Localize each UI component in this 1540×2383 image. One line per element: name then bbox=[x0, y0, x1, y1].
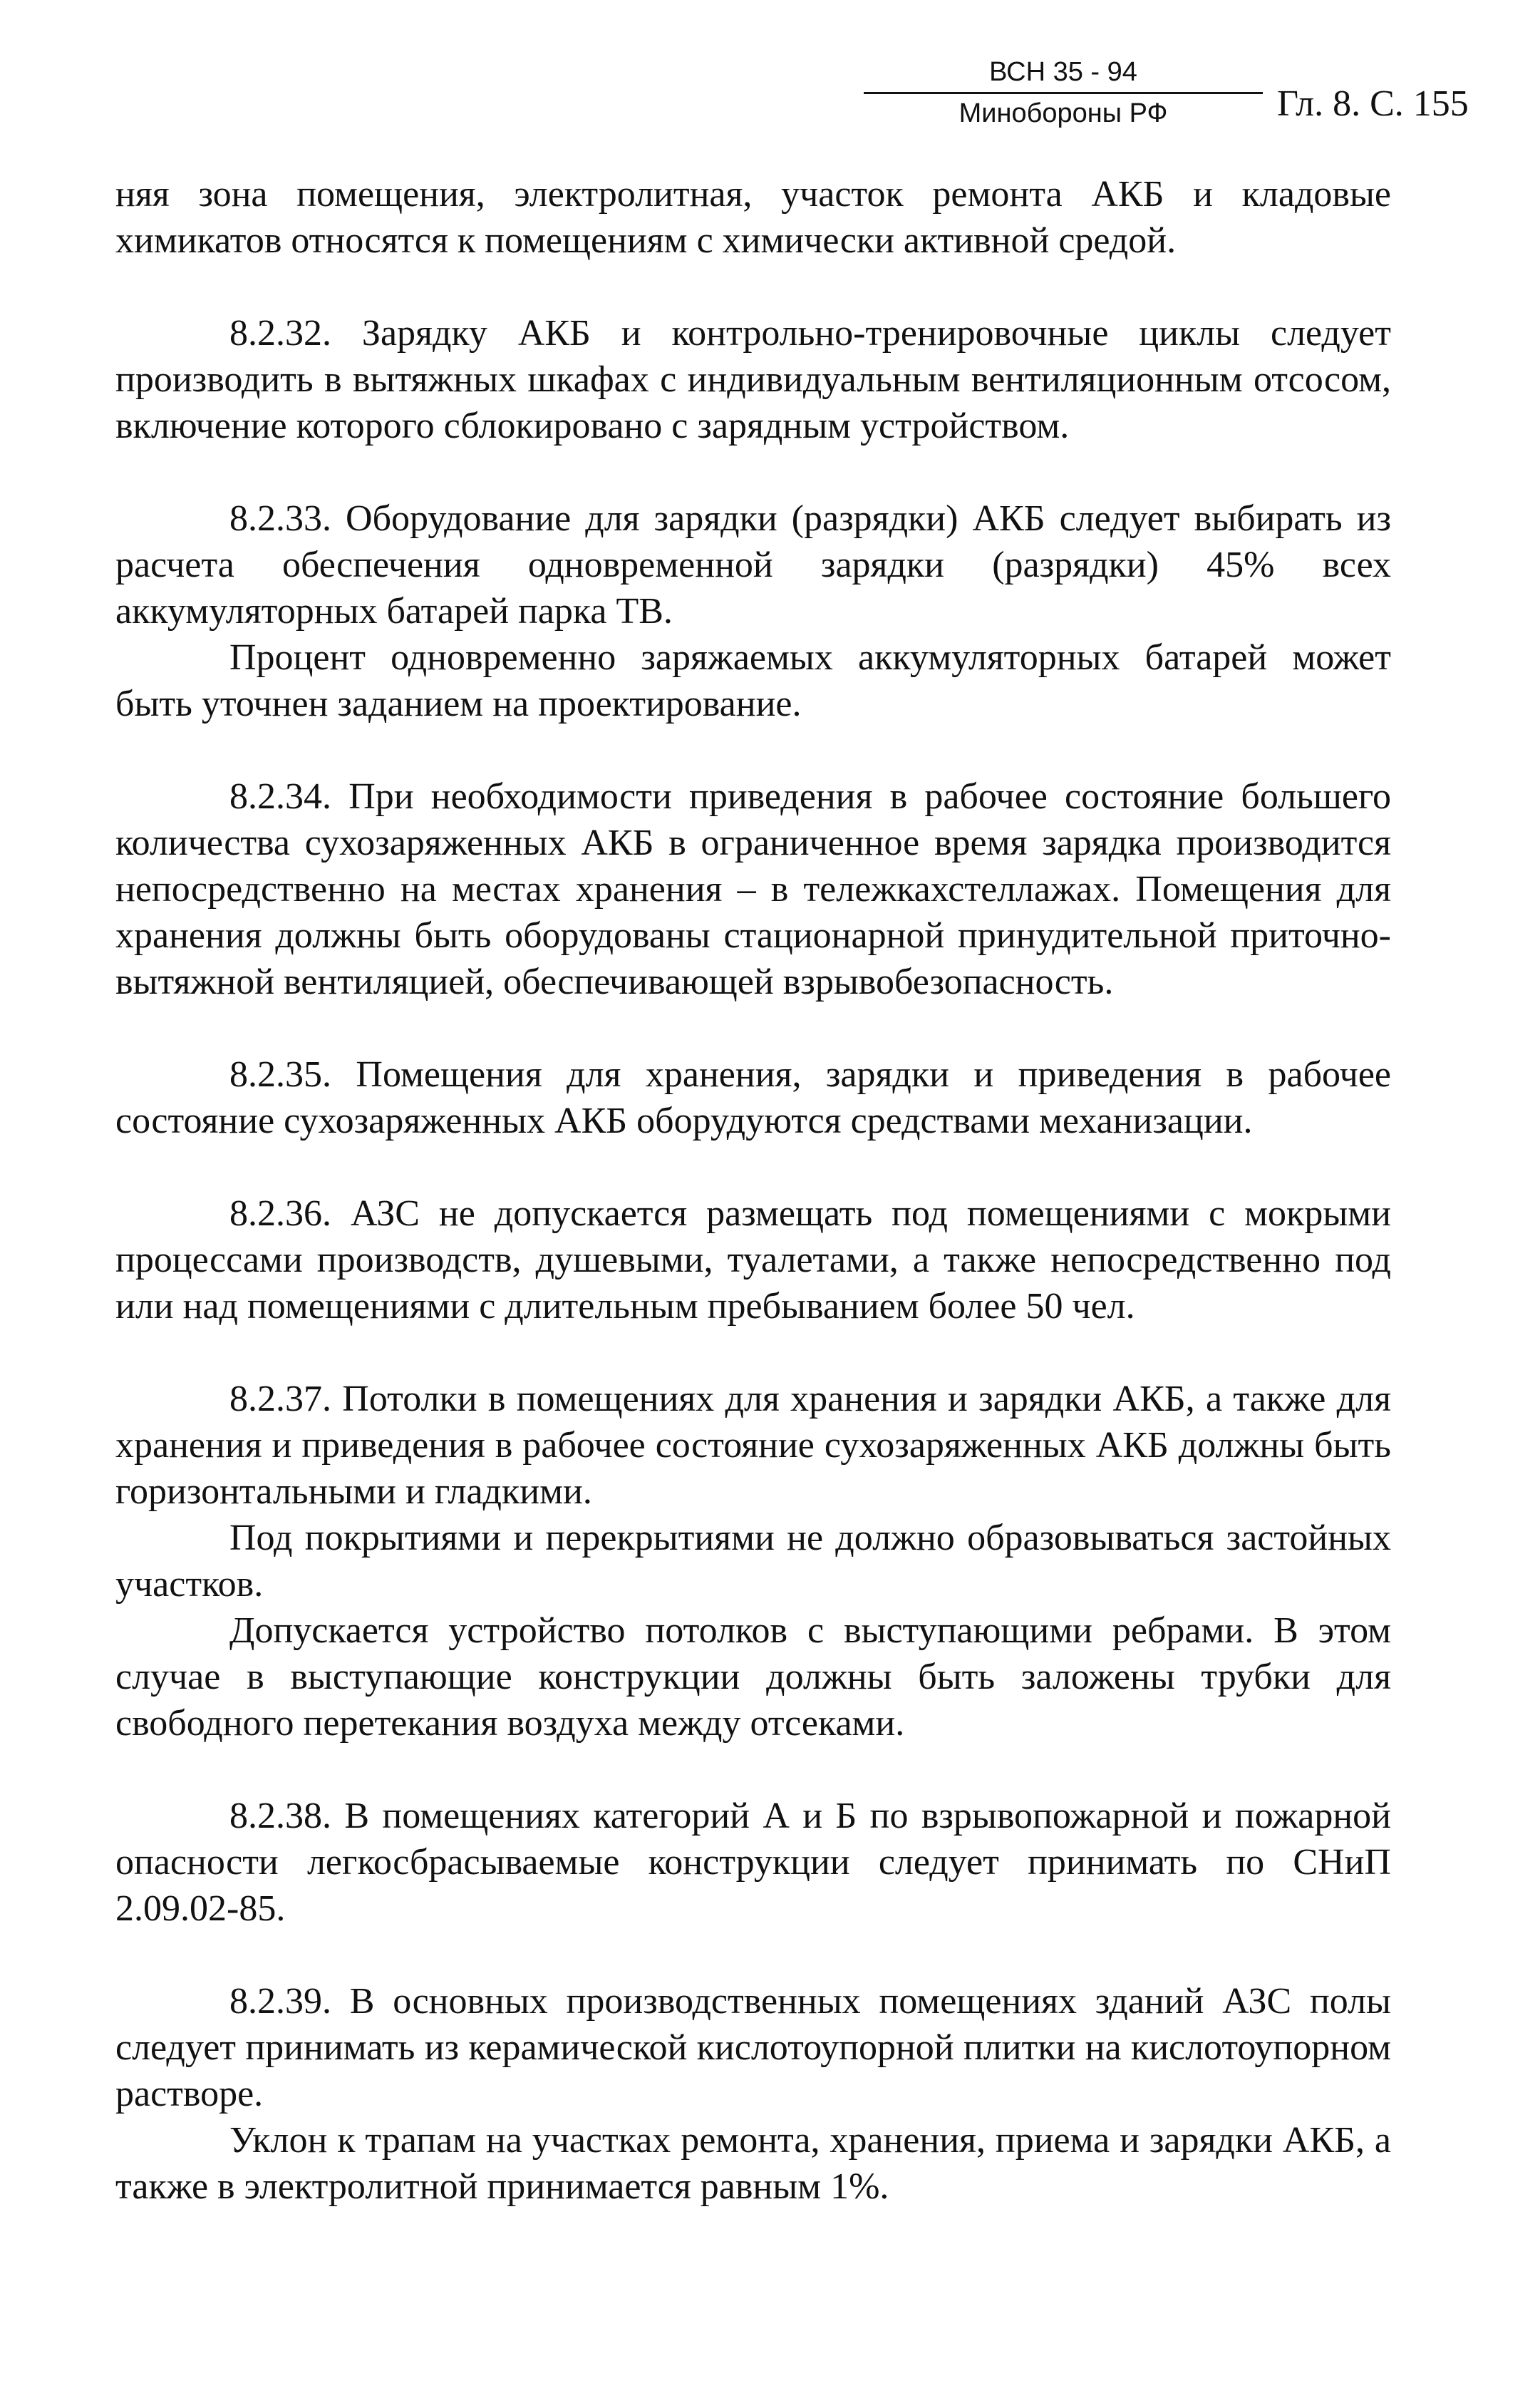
document-page bbox=[115, 57, 1469, 2210]
paragraph-8-2-32: 8.2.32. Зарядку АКБ и контрольно-тренировочные циклы следует производить в вытяжных шкафах с индивидуальным вентиляционным отсосом, включение которого сблокировано с зарядным устройством. bbox=[115, 313, 1391, 446]
paragraph-8-2-33: 8.2.33. Оборудование для зарядки (разрядки) АКБ следует выбирать из расчета обеспечения одновременной зарядки (разрядки) 45% всех аккумуляторных батарей парка ТВ. bbox=[115, 498, 1391, 632]
document-code-issuer: Минобороны РФ bbox=[958, 98, 1168, 128]
paragraph-8-2-34: 8.2.34. При необходимости приведения в рабочее состояние большего количества сухозаряженных АКБ в ограниченное время зарядка производится непосредственно на местах хранения – в тележкахстеллажах. Помещения для хранения должны быть оборудованы стационарной принудительной приточно-вытяжной вентиляцией, обеспечивающей взрывобезопасность. bbox=[115, 776, 1391, 1002]
paragraph-8-2-37-note-2: Допускается устройство потолков с выступающими ребрами. В этом случае в выступающие конструкции должны быть заложены трубки для свободного перетекания воздуха между отсеками. bbox=[115, 1610, 1391, 1744]
document-code bbox=[864, 57, 1263, 129]
paragraph-8-2-35: 8.2.35. Помещения для хранения, зарядки и приведения в рабочее состояние сухозаряженных АКБ оборудуются средствами механизации. bbox=[115, 1054, 1391, 1141]
paragraph-8-2-36: 8.2.36. АЗС не допускается размещать под помещениями с мокрыми процессами производств, душевыми, туалетами, а также непосредственно под или над помещениями с длительным пребыванием более 50 чел. bbox=[115, 1193, 1391, 1327]
page-header bbox=[115, 57, 1469, 171]
paragraph-8-2-37: 8.2.37. Потолки в помещениях для хранения и зарядки АКБ, а также для хранения и приведения в рабочее состояние сухозаряженных АКБ должны быть горизонтальными и гладкими. bbox=[115, 1379, 1391, 1512]
document-code-number: ВСН 35 - 94 bbox=[864, 57, 1263, 94]
paragraph-8-2-37-note-1: Под покрытиями и перекрытиями не должно образовываться застойных участков. bbox=[115, 1518, 1391, 1605]
paragraph-continuation: няя зона помещения, электролитная, участок ремонта АКБ и кладовые химикатов относятся к помещениям с химически активной средой. bbox=[115, 174, 1391, 261]
chapter-page-number: Гл. 8. С. 155 bbox=[1277, 83, 1469, 124]
paragraph-8-2-38: 8.2.38. В помещениях категорий А и Б по взрывопожарной и пожарной опасности легкосбрасываемые конструкции следует принимать по СНиП 2.09.02-85. bbox=[115, 1796, 1391, 1929]
paragraph-8-2-39-note: Уклон к трапам на участках ремонта, хранения, приема и зарядки АКБ, а также в электролитной принимается равным 1%. bbox=[115, 2120, 1391, 2207]
paragraph-8-2-39: 8.2.39. В основных производственных помещениях зданий АЗС полы следует принимать из керамической кислотоупорной плитки на кислотоупорном растворе. bbox=[115, 1981, 1391, 2114]
paragraph-8-2-33-note: Процент одновременно заряжаемых аккумуляторных батарей может быть уточнен заданием на проектирование. bbox=[115, 637, 1391, 724]
document-body bbox=[115, 171, 1391, 2210]
